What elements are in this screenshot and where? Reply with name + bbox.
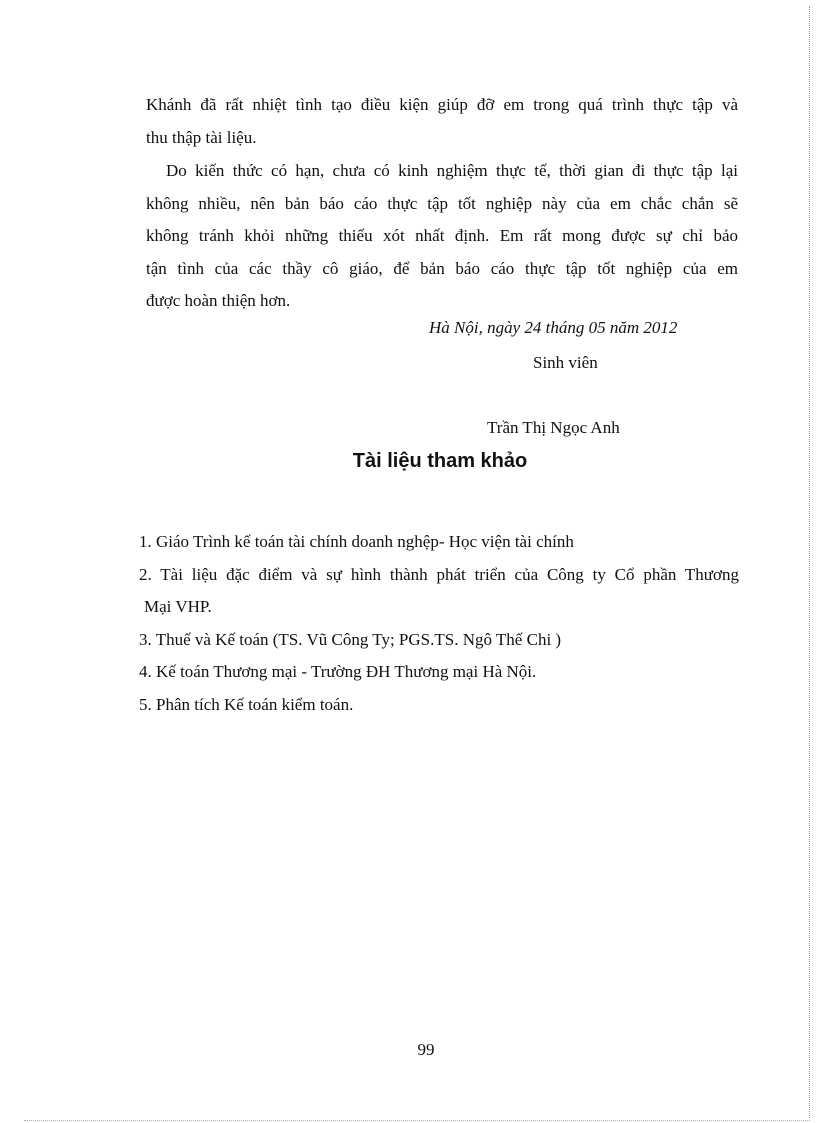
references-title: Tài liệu tham khảo <box>352 450 528 472</box>
text-line: tận tình của các thầy cô giáo, để bản báo cáo thực tập tốt nghiệp của em <box>146 258 738 278</box>
text-line: được hoàn thiện hơn. <box>146 291 291 311</box>
signature-role: Sinh viên <box>533 353 598 372</box>
text-line: Khánh đã rất nhiệt tình tạo điều kiện giúp đỡ em trong quá trình thực tập và <box>146 95 738 114</box>
reference-item <box>139 526 739 559</box>
reference-text: 4. Kế toán Thương mại - Trường ĐH Thương mại Hà Nội. <box>139 662 537 682</box>
reference-item <box>139 656 739 689</box>
page-number: 99 <box>417 1040 435 1059</box>
references-list <box>139 526 739 722</box>
text-line: Do kiến thức có hạn, chưa có kinh nghiệm thực tế, thời gian đi thực tập lại <box>166 161 738 180</box>
reference-text: 5. Phân tích Kế toán kiểm toán. <box>139 694 354 714</box>
limitations-paragraph <box>146 155 738 318</box>
text-line: không tránh khỏi những thiếu xót nhất định. Em rất mong được sự chỉ bảo <box>146 226 738 246</box>
reference-item <box>139 559 739 624</box>
text-line: thu thập tài liệu. <box>146 127 257 147</box>
text-line: không nhiều, nên bản báo cáo thực tập tốt nghiệp này của em chắc chắn sẽ <box>146 193 738 213</box>
page-border-right <box>809 6 810 1118</box>
reference-text: 2. Tài liệu đặc điểm và sự hình thành phát triển của Công ty Cổ phần Thương <box>139 564 739 584</box>
signature-date: Hà Nội, ngày 24 tháng 05 năm 2012 <box>429 318 678 337</box>
page-border-bottom <box>24 1120 810 1121</box>
signature-name: Trần Thị Ngọc Anh <box>487 418 620 437</box>
reference-text: 1. Giáo Trình kế toán tài chính doanh nghệp- Học viện tài chính <box>139 532 574 551</box>
acknowledgement-paragraph-continued <box>146 89 738 154</box>
reference-text-continued: Mại VHP. <box>144 597 212 617</box>
reference-text: 3. Thuế và Kế toán (TS. Vũ Công Ty; PGS.TS. Ngô Thế Chi ) <box>139 629 562 649</box>
reference-item <box>139 624 739 657</box>
reference-item <box>139 689 739 722</box>
